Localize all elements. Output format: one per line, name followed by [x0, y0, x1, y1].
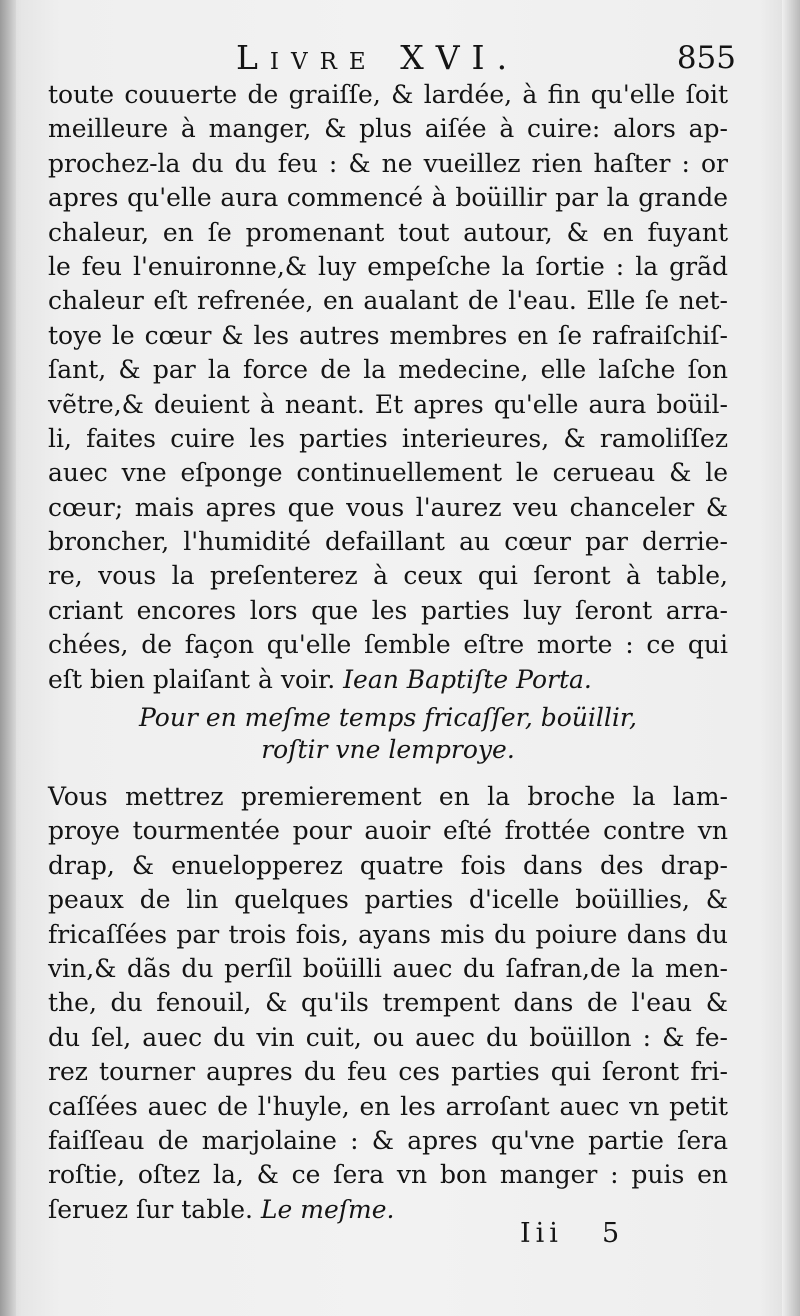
- paragraph-2-line: proye tourmentée pour auoir eſté frottée contre vn: [48, 816, 728, 846]
- paragraph-2-line: roſtie, oſtez la, & ce ſera vn bon manger : puis en: [48, 1160, 728, 1190]
- page-number: 855: [676, 40, 736, 76]
- paragraph-1-line: vẽtre,& deuient à neant. Et apres qu'elle aura boüil-: [48, 389, 728, 419]
- paragraph-2-line: rez tourner aupres du feu ces parties qui ſeront fri-: [48, 1057, 728, 1087]
- paragraph-2-line: caſſées auec de l'huyle, en les arroſant auec vn petit: [48, 1091, 728, 1121]
- paragraph-1-line: toye le cœur & les autres membres en ſe rafraiſchiſ-: [48, 320, 728, 350]
- paragraph-1-attribution: Iean Baptiſte Porta.: [343, 664, 592, 694]
- paragraph-1-line: toute couuerte de graiſſe, & lardée, à fin qu'elle ſoit: [48, 80, 728, 109]
- paragraph-2-line: du ſel, auec du vin cuit, ou auec du boüillon : & fe-: [48, 1022, 728, 1052]
- section-heading: [48, 702, 728, 766]
- paragraph-1: [48, 78, 728, 697]
- paragraph-2-line: drap, & enuelopperez quatre fois dans des drap-: [48, 850, 728, 880]
- paragraph-1-line: ſant, & par la force de la medecine, elle laſche ſon: [48, 355, 728, 385]
- paragraph-2-line: faiſſeau de marjolaine : & apres qu'vne partie ſera: [48, 1125, 728, 1155]
- signature-number: 5: [602, 1218, 620, 1249]
- paragraph-2-attribution: Le meſme.: [260, 1194, 395, 1224]
- paragraph-1-line: apres qu'elle aura commencé à boüillir par la grande: [48, 183, 728, 213]
- paragraph-2-line: peaux de lin quelques parties d'icelle boüillies, &: [48, 885, 728, 915]
- page-edge-shadow: [782, 0, 800, 1316]
- paragraph-1-line: chaleur, en ſe promenant tout autour, & en fuyant: [48, 217, 728, 247]
- paragraph-2-line: Vous mettrez premierement en la broche la lam-: [48, 782, 728, 811]
- paragraph-2-closing-text: ſeruez ſur table.: [48, 1194, 253, 1224]
- paragraph-1-line: meilleure à manger, & plus aiſée à cuire: alors ap-: [48, 114, 728, 144]
- paragraph-1-line: re, vous la preſenterez à ceux qui ſeront à table,: [48, 561, 728, 591]
- signature-mark: Iii: [520, 1218, 563, 1249]
- paragraph-1-line: criant encores lors que les parties luy ſeront arra-: [48, 595, 728, 625]
- paragraph-1-line: chées, de façon qu'elle ſemble eſtre morte : ce qui: [48, 630, 728, 660]
- section-heading-line-1: Pour en meſme temps fricaſſer, boüillir,: [138, 703, 638, 732]
- page-footer: [520, 1218, 640, 1258]
- paragraph-1-line: chaleur eſt refrenée, en aualant de l'eau. Elle ſe net-: [48, 286, 728, 316]
- paragraph-1-line: li, faites cuire les parties interieures, & ramoliſſez: [48, 423, 728, 453]
- paragraph-2-line: vin,& dãs du perſil boüilli auec du ſafran,de la men-: [48, 953, 728, 983]
- paragraph-2: [48, 780, 728, 1227]
- paragraph-1-last-line: [48, 663, 728, 697]
- paragraph-1-line: prochez-la du du feu : & ne vueillez rien haſter : or: [48, 148, 728, 178]
- paragraph-1-closing-text: eſt bien plaiſant à voir.: [48, 664, 336, 694]
- section-heading-line-2: roſtir vne lemproye.: [261, 735, 515, 764]
- paragraph-1-line: cœur; mais apres que vous l'aurez veu chanceler &: [48, 492, 728, 522]
- paragraph-1-line: broncher, l'humidité defaillant au cœur par derrie-: [48, 527, 728, 557]
- paragraph-1-line: auec vne eſponge continuellement le cerueau & le: [48, 458, 728, 488]
- running-head: Livre XVI.: [236, 38, 520, 77]
- paragraph-2-line: the, du fenouil, & qu'ils trempent dans de l'eau &: [48, 988, 728, 1018]
- page-gutter-shadow: [0, 0, 16, 1316]
- paragraph-2-line: fricaſſées par trois fois, ayans mis du poiure dans du: [48, 919, 728, 949]
- paragraph-1-line: le feu l'enuironne,& luy empeſche la ſortie : la grãd: [48, 251, 728, 281]
